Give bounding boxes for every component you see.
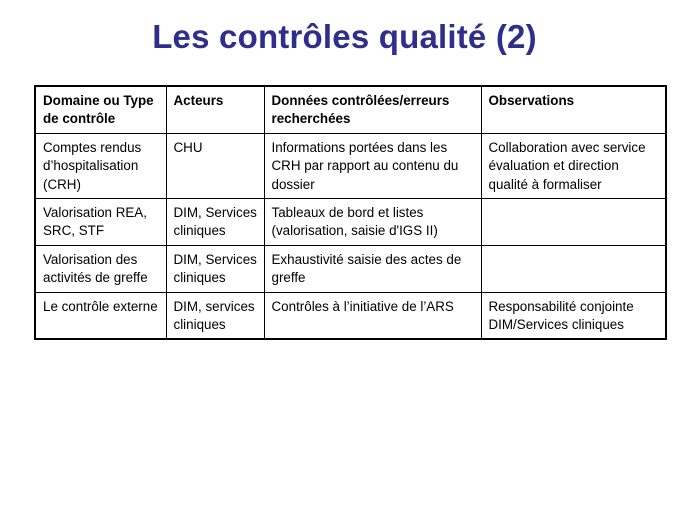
- table-header-row: [35, 86, 666, 133]
- table-row: [35, 199, 666, 246]
- header-actors: Acteurs: [166, 86, 264, 133]
- slide-title: Les contrôles qualité (2): [152, 18, 537, 55]
- cell-actors: DIM, Services cliniques: [166, 245, 264, 292]
- header-domain: Domaine ou Type de contrôle: [35, 86, 166, 133]
- table-row: [35, 292, 666, 339]
- cell-actors: CHU: [166, 133, 264, 198]
- cell-actors: DIM, Services cliniques: [166, 199, 264, 246]
- header-data-checked: Données contrôlées/erreurs recherchées: [264, 86, 481, 133]
- cell-data-checked: Exhaustivité saisie des actes de greffe: [264, 245, 481, 292]
- cell-domain: Valorisation des activités de greffe: [35, 245, 166, 292]
- cell-domain: Comptes rendus d’hospitalisation (CRH): [35, 133, 166, 198]
- cell-data-checked: Tableaux de bord et listes (valorisation, saisie d'IGS II): [264, 199, 481, 246]
- header-observations: Observations: [481, 86, 666, 133]
- cell-actors: DIM, services cliniques: [166, 292, 264, 339]
- cell-observations: [481, 199, 666, 246]
- cell-domain: Valorisation REA, SRC, STF: [35, 199, 166, 246]
- cell-data-checked: Contrôles à l’initiative de l’ARS: [264, 292, 481, 339]
- cell-domain: Le contrôle externe: [35, 292, 166, 339]
- cell-data-checked: Informations portées dans les CRH par rapport au contenu du dossier: [264, 133, 481, 198]
- cell-observations: Responsabilité conjointe DIM/Services cliniques: [481, 292, 666, 339]
- cell-observations: [481, 245, 666, 292]
- table-row: [35, 245, 666, 292]
- cell-observations: Collaboration avec service évaluation et direction qualité à formaliser: [481, 133, 666, 198]
- table-row: [35, 133, 666, 198]
- quality-controls-table: [34, 85, 667, 340]
